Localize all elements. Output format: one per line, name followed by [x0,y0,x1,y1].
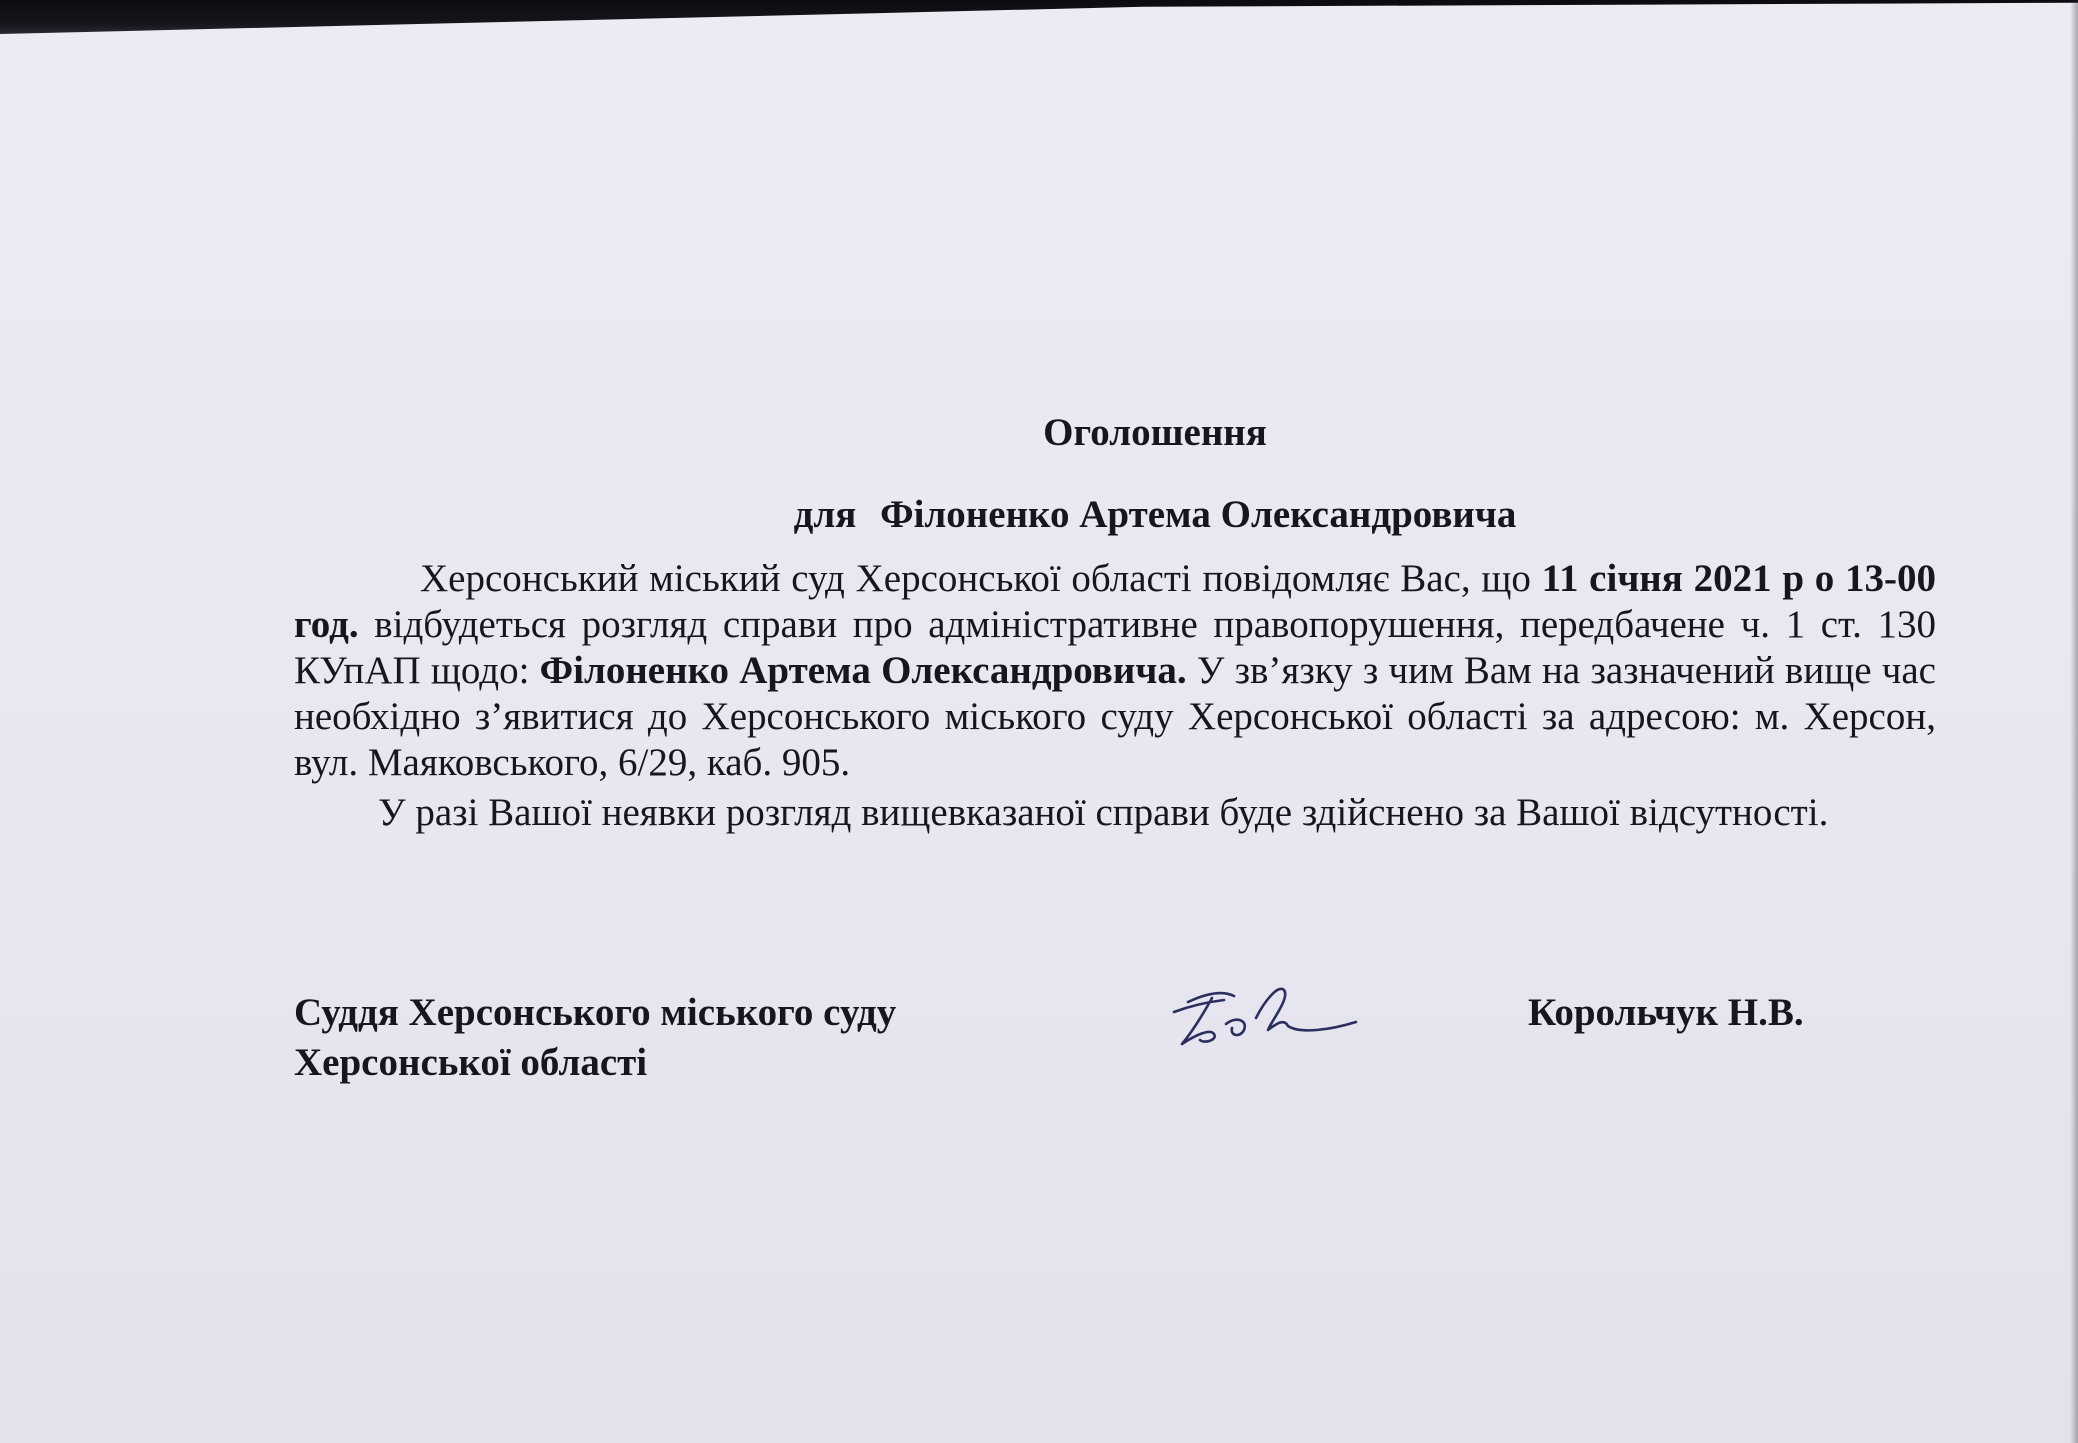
signature-strokes [1174,989,1356,1044]
signature-block [294,988,1894,1098]
judge-title [294,988,896,1088]
notice-addressee [294,492,1936,538]
judge-title-line-1: Суддя Херсонського міського суду [294,991,897,1034]
judge-title-line-2: Херсонської області [294,1041,648,1084]
notice-paragraph-main [294,556,1936,786]
addressee-prefix: для [793,493,857,536]
handwritten-signature [1160,980,1360,1060]
paragraph-text-1: Херсонський міський суд Херсонської області повідомляє Вас, що [420,557,1542,600]
paragraph-text-2: відбудеться розгляд справи про адміністративне правопорушення, передбачене ч. 1 ст. 130 КУпАП щодо: [294,603,1936,692]
hearing-datetime: 11 січня 2021 р о 13-00 год. [294,557,1936,646]
paragraph-text-3: У зв’язку з чим Вам на зазначений вище час необхідно з’явитися до Херсонського міського суду Херсонської області за адресою: м. Херсон, вул. Маяковського, 6/29, каб. 905. [294,649,1936,784]
notice-body [294,410,1936,836]
notice-paragraph-absence: У разі Вашої неявки розгляд вищевказаної справи буде здійснено за Вашої відсутності. [378,791,1829,834]
page-right-shadow [2070,0,2078,1443]
page-top-shadow [0,0,2078,34]
addressee-name: Філоненко Артема Олександровича [880,493,1517,536]
defendant-name: Філоненко Артема Олександровича. [539,649,1187,692]
notice-title: Оголошення [1043,411,1267,454]
judge-name: Корольчук Н.В. [1528,991,1804,1034]
